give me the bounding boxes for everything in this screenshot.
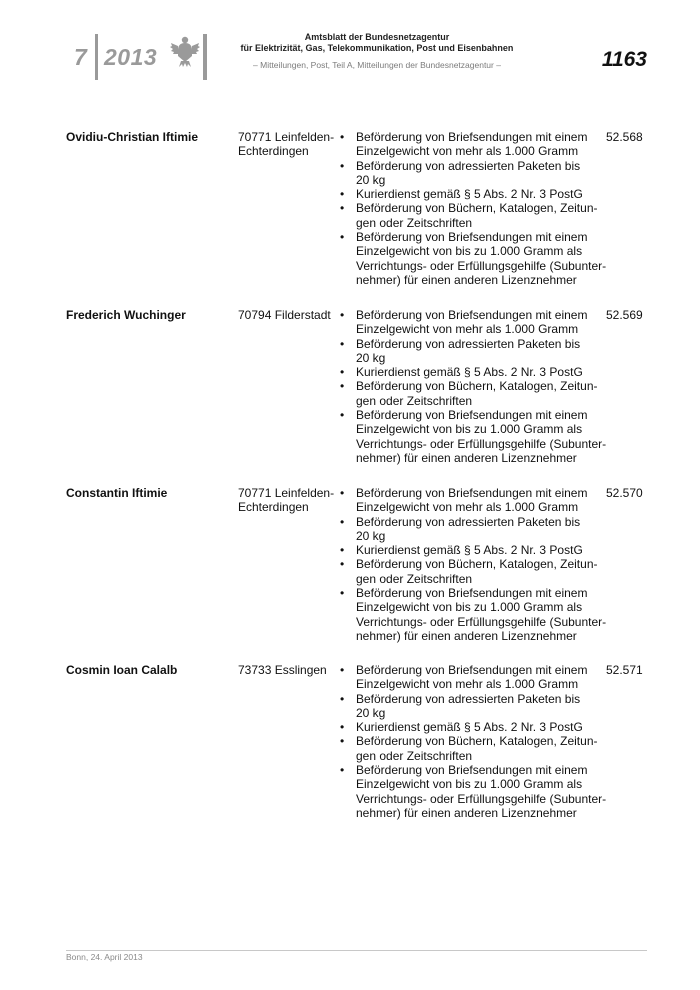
license-entry xyxy=(0,308,700,486)
footer-divider xyxy=(66,950,647,951)
licensee-place: 73733 Esslingen xyxy=(238,663,327,677)
service-item: • Beförderung von adressierten Paketen bis 20 kg xyxy=(338,692,608,721)
license-number: 52.570 xyxy=(606,486,643,500)
service-item: • Beförderung von Büchern, Katalogen, Zeitun- gen oder Zeitschriften xyxy=(338,379,608,408)
service-item: • Beförderung von adressierten Paketen bis 20 kg xyxy=(338,159,608,188)
publication-title: Amtsblatt der Bundesnetzagentur xyxy=(304,32,450,42)
service-item: • Beförderung von adressierten Paketen bis 20 kg xyxy=(338,337,608,366)
service-item: • Beförderung von Briefsendungen mit einem Einzelgewicht von mehr als 1.000 Gramm xyxy=(338,663,608,692)
licensee-place: 70771 Leinfelden- Echterdingen xyxy=(238,130,335,159)
service-item: • Beförderung von Briefsendungen mit einem Einzelgewicht von mehr als 1.000 Gramm xyxy=(338,130,608,159)
page-number: 1163 xyxy=(601,48,647,71)
service-item: • Beförderung von Briefsendungen mit einem Einzelgewicht von bis zu 1.000 Gramm als Verrichtungs- oder Erfüllungsgehilfe (Subunter- nehmer) für einen anderen Lizenznehmer xyxy=(338,408,608,465)
service-item: • Beförderung von adressierten Paketen bis 20 kg xyxy=(338,515,608,544)
licensee-place: 70771 Leinfelden- Echterdingen xyxy=(238,486,335,515)
service-item: • Beförderung von Briefsendungen mit einem Einzelgewicht von mehr als 1.000 Gramm xyxy=(338,486,608,515)
license-entry xyxy=(0,663,700,841)
service-item: • Beförderung von Büchern, Katalogen, Zeitun- gen oder Zeitschriften xyxy=(338,734,608,763)
service-item: • Beförderung von Briefsendungen mit einem Einzelgewicht von bis zu 1.000 Gramm als Verrichtungs- oder Erfüllungsgehilfe (Subunter- nehmer) für einen anderen Lizenznehmer xyxy=(338,230,608,287)
issue-year: 2013 xyxy=(104,44,158,70)
licensee-place: 70794 Filderstadt xyxy=(238,308,331,322)
service-list xyxy=(338,663,608,820)
service-item: • Beförderung von Briefsendungen mit einem Einzelgewicht von bis zu 1.000 Gramm als Verrichtungs- oder Erfüllungsgehilfe (Subunter- nehmer) für einen anderen Lizenznehmer xyxy=(338,763,608,820)
service-item: • Beförderung von Büchern, Katalogen, Zeitun- gen oder Zeitschriften xyxy=(338,557,608,586)
service-item: • Kurierdienst gemäß § 5 Abs. 2 Nr. 3 PostG xyxy=(338,365,608,379)
header-divider xyxy=(203,34,207,80)
footer-date: Bonn, 24. April 2013 xyxy=(66,952,143,962)
license-entry xyxy=(0,486,700,663)
service-item: • Beförderung von Briefsendungen mit einem Einzelgewicht von bis zu 1.000 Gramm als Verrichtungs- oder Erfüllungsgehilfe (Subunter- nehmer) für einen anderen Lizenznehmer xyxy=(338,586,608,643)
service-list xyxy=(338,130,608,287)
service-list xyxy=(338,486,608,643)
service-item: • Beförderung von Briefsendungen mit einem Einzelgewicht von mehr als 1.000 Gramm xyxy=(338,308,608,337)
service-item: • Kurierdienst gemäß § 5 Abs. 2 Nr. 3 PostG xyxy=(338,543,608,557)
license-list xyxy=(0,130,700,841)
section-title: – Mitteilungen, Post, Teil A, Mitteilungen der Bundesnetzagentur – xyxy=(253,60,501,70)
issue-number: 7 xyxy=(74,44,88,70)
federal-eagle-icon xyxy=(170,34,200,68)
licensee-name: Cosmin Ioan Calalb xyxy=(66,663,178,677)
service-item: • Kurierdienst gemäß § 5 Abs. 2 Nr. 3 PostG xyxy=(338,720,608,734)
service-item: • Beförderung von Büchern, Katalogen, Zeitun- gen oder Zeitschriften xyxy=(338,201,608,230)
license-number: 52.568 xyxy=(606,130,643,144)
service-item: • Kurierdienst gemäß § 5 Abs. 2 Nr. 3 PostG xyxy=(338,187,608,201)
publication-subtitle: für Elektrizität, Gas, Telekommunikation, Post und Eisenbahnen xyxy=(240,43,514,53)
license-entry xyxy=(0,130,700,308)
header-divider xyxy=(95,34,98,80)
license-number: 52.569 xyxy=(606,308,643,322)
licensee-name: Ovidiu-Christian Iftimie xyxy=(66,130,199,144)
license-number: 52.571 xyxy=(606,663,643,677)
licensee-name: Constantin Iftimie xyxy=(66,486,168,500)
licensee-name: Frederich Wuchinger xyxy=(66,308,186,322)
page-header xyxy=(0,0,700,90)
service-list xyxy=(338,308,608,465)
